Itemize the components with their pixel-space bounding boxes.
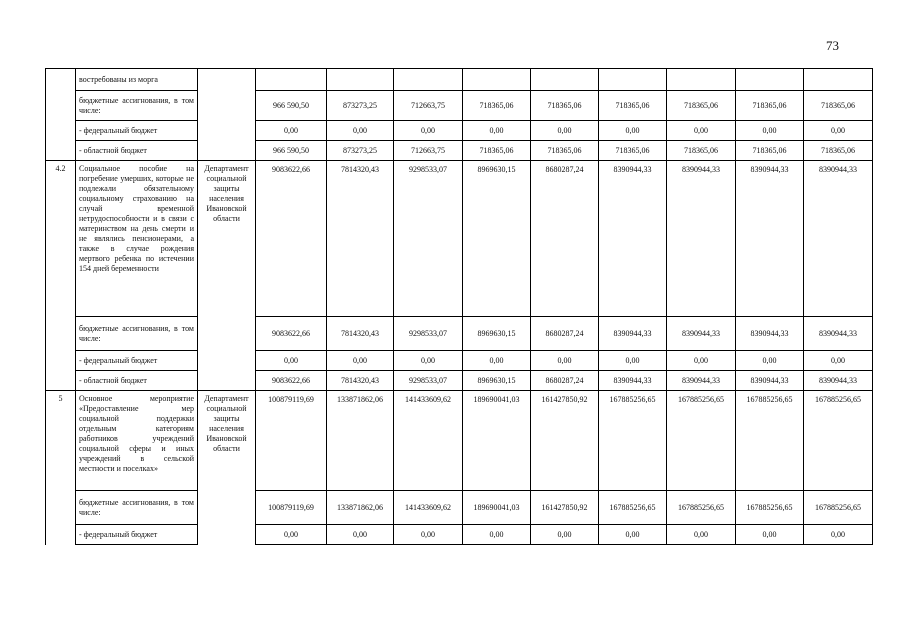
executor-cell: Департамент социальной защиты населения Ивановской области [198,391,256,545]
row-number-cell: 5 [46,391,76,545]
value-cell: 966 590,50 [256,141,327,161]
value-cell: 189690041,03 [463,391,531,491]
value-cell: 718365,06 [736,141,804,161]
value-cell: 966 590,50 [256,91,327,121]
value-cell [463,69,531,91]
value-cell: 718365,06 [804,91,873,121]
value-cell: 8680287,24 [531,371,599,391]
value-cell [599,69,667,91]
value-cell: 8390944,33 [667,371,736,391]
value-cell: 0,00 [531,525,599,545]
description-cell: бюджетные ассигнования, в том числе: [76,491,198,525]
executor-cell [198,69,256,161]
description-cell: - федеральный бюджет [76,121,198,141]
value-cell: 189690041,03 [463,491,531,525]
value-cell: 0,00 [327,351,394,371]
value-cell: 718365,06 [736,91,804,121]
value-cell: 8390944,33 [804,371,873,391]
value-cell: 167885256,65 [667,491,736,525]
value-cell: 0,00 [736,351,804,371]
value-cell: 8969630,15 [463,317,531,351]
value-cell: 718365,06 [463,141,531,161]
description-cell: - областной бюджет [76,371,198,391]
table-row [46,525,873,545]
value-cell: 7814320,43 [327,317,394,351]
value-cell: 0,00 [599,121,667,141]
value-cell: 718365,06 [667,91,736,121]
value-cell [736,69,804,91]
value-cell: 0,00 [599,351,667,371]
value-cell: 0,00 [256,525,327,545]
value-cell: 0,00 [667,525,736,545]
description-cell: - федеральный бюджет [76,351,198,371]
value-cell: 0,00 [463,351,531,371]
value-cell: 0,00 [531,121,599,141]
value-cell: 8390944,33 [736,371,804,391]
value-cell: 9083622,66 [256,317,327,351]
value-cell: 0,00 [736,121,804,141]
value-cell: 9298533,07 [394,317,463,351]
table-row-main [46,391,873,491]
value-cell: 8969630,15 [463,371,531,391]
value-cell: 873273,25 [327,91,394,121]
value-cell: 9298533,07 [394,371,463,391]
value-cell [394,69,463,91]
value-cell: 9083622,66 [256,371,327,391]
value-cell: 8390944,33 [736,161,804,317]
description-cell: бюджетные ассигнования, в том числе: [76,317,198,351]
value-cell: 100879119,69 [256,491,327,525]
value-cell: 0,00 [804,121,873,141]
value-cell [256,69,327,91]
value-cell: 0,00 [394,351,463,371]
value-cell: 7814320,43 [327,371,394,391]
description-cell: востребованы из морга [76,69,198,91]
value-cell: 100879119,69 [256,391,327,491]
value-cell: 0,00 [804,351,873,371]
value-cell: 873273,25 [327,141,394,161]
value-cell: 8390944,33 [804,161,873,317]
table-row [46,491,873,525]
value-cell: 8390944,33 [667,161,736,317]
value-cell: 8390944,33 [599,161,667,317]
value-cell: 0,00 [256,351,327,371]
value-cell [531,69,599,91]
value-cell: 9298533,07 [394,161,463,317]
table-row [46,141,873,161]
value-cell: 167885256,65 [736,391,804,491]
value-cell: 718365,06 [463,91,531,121]
value-cell: 167885256,65 [599,391,667,491]
value-cell: 718365,06 [804,141,873,161]
value-cell: 0,00 [804,525,873,545]
value-cell: 0,00 [463,121,531,141]
value-cell: 167885256,65 [667,391,736,491]
value-cell: 718365,06 [599,91,667,121]
description-cell: Основное мероприятие «Предоставление мер социальной поддержки отдельным категориям работников учреждений социальной сферы и иных учреждений в сельской местности и поселках» [76,391,198,491]
value-cell: 9083622,66 [256,161,327,317]
value-cell: 8390944,33 [736,317,804,351]
value-cell: 718365,06 [531,91,599,121]
value-cell: 0,00 [667,121,736,141]
value-cell: 0,00 [736,525,804,545]
table-body [46,69,873,545]
value-cell: 8969630,15 [463,161,531,317]
value-cell: 167885256,65 [736,491,804,525]
value-cell: 161427850,92 [531,391,599,491]
value-cell: 8390944,33 [599,371,667,391]
budget-table [45,68,873,545]
value-cell: 133871862,06 [327,391,394,491]
value-cell: 133871862,06 [327,491,394,525]
value-cell: 0,00 [256,121,327,141]
value-cell: 0,00 [394,525,463,545]
value-cell: 8390944,33 [804,317,873,351]
table-row [46,351,873,371]
value-cell: 712663,75 [394,141,463,161]
description-cell: - областной бюджет [76,141,198,161]
description-cell: бюджетные ассигнования, в том числе: [76,91,198,121]
value-cell: 0,00 [327,525,394,545]
value-cell: 0,00 [667,351,736,371]
value-cell: 167885256,65 [804,491,873,525]
value-cell: 0,00 [327,121,394,141]
value-cell: 718365,06 [599,141,667,161]
value-cell: 8680287,24 [531,161,599,317]
value-cell: 8680287,24 [531,317,599,351]
table-row [46,371,873,391]
description-cell: Социальное пособие на погребение умерших, которые не подлежали обязательному социальному страхованию на случай временной нетрудоспособности и в связи с материнством на день смерти и не являлись пенсионерами, а также в случае рождения мертвого ребенка по истечении 154 дней беременности [76,161,198,317]
value-cell [327,69,394,91]
value-cell: 167885256,65 [599,491,667,525]
table-row [46,121,873,141]
value-cell: 712663,75 [394,91,463,121]
value-cell: 718365,06 [531,141,599,161]
value-cell: 8390944,33 [667,317,736,351]
value-cell: 0,00 [394,121,463,141]
value-cell: 161427850,92 [531,491,599,525]
description-cell: - федеральный бюджет [76,525,198,545]
value-cell: 167885256,65 [804,391,873,491]
table-row [46,69,873,91]
value-cell: 141433609,62 [394,491,463,525]
value-cell: 0,00 [463,525,531,545]
row-number-cell [46,69,76,161]
table-row [46,317,873,351]
table-row-main [46,161,873,317]
value-cell: 8390944,33 [599,317,667,351]
table-row [46,91,873,121]
value-cell: 141433609,62 [394,391,463,491]
value-cell [804,69,873,91]
value-cell: 718365,06 [667,141,736,161]
value-cell: 0,00 [531,351,599,371]
value-cell: 0,00 [599,525,667,545]
page-number: 73 [826,38,839,53]
value-cell [667,69,736,91]
row-number-cell: 4.2 [46,161,76,391]
value-cell: 7814320,43 [327,161,394,317]
executor-cell: Департамент социальной защиты населения Ивановской области [198,161,256,391]
